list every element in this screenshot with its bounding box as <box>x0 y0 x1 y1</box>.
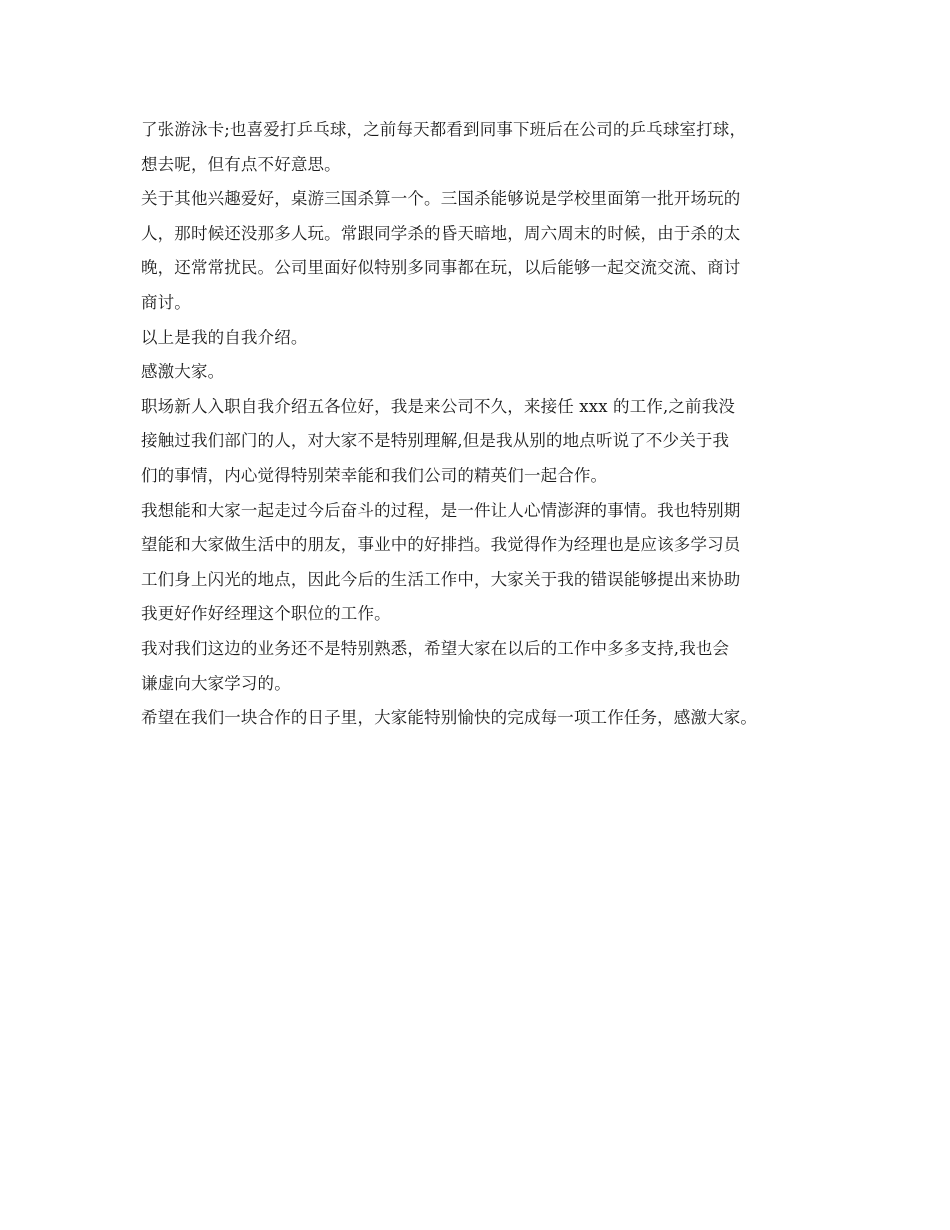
text-line: 希望在我们一块合作的日子里，大家能特别愉快的完成每一项工作任务，感激大家。 <box>141 708 758 728</box>
text-line: 谦虚向大家学习的。 <box>141 673 291 693</box>
text-line: 我更好作好经理这个职位的工作。 <box>141 604 391 624</box>
text-line: 了张游泳卡;也喜爱打乒乓球，之前每天都看到同事下班后在公司的乒乓球室打球， <box>141 120 747 139</box>
text-line: 我想能和大家一起走过今后奋斗的过程，是一件让人心情澎湃的事情。我也特别期 <box>141 500 741 520</box>
text-line: 关于其他兴趣爱好，桌游三国杀算一个。三国杀能够说是学校里面第一批开场玩的 <box>141 189 741 209</box>
text-line: 们的事情，内心觉得特别荣幸能和我们公司的精英们一起合作。 <box>141 465 608 485</box>
text-line: 望能和大家做生活中的朋友，事业中的好排挡。我觉得作为经理也是应该多学习员 <box>141 535 741 555</box>
text-line: 职场新人入职自我介绍五各位好，我是来公司不久，来接任 xxx 的工作,之前我没 <box>141 396 736 416</box>
text-line: 接触过我们部门的人，对大家不是特别理解,但是我从别的地点听说了不少关于我 <box>141 431 730 451</box>
text-line: 晚，还常常扰民。公司里面好似特别多同事都在玩，以后能够一起交流交流、商讨 <box>141 258 741 278</box>
text-line: 以上是我的自我介绍。 <box>141 327 308 347</box>
text-line: 感激大家。 <box>141 362 225 382</box>
document-body <box>141 113 831 736</box>
text-line: 商讨。 <box>141 292 191 312</box>
text-line: 我对我们这边的业务还不是特别熟悉，希望大家在以后的工作中多多支持,我也会 <box>141 638 730 658</box>
text-line: 人，那时候还没那多人玩。常跟同学杀的昏天暗地，周六周末的时候，由于杀的太 <box>141 223 741 243</box>
text-line: 工们身上闪光的地点，因此今后的生活工作中，大家关于我的错误能够提出来协助 <box>141 569 741 589</box>
text-line: 想去呢，但有点不好意思。 <box>141 154 341 174</box>
